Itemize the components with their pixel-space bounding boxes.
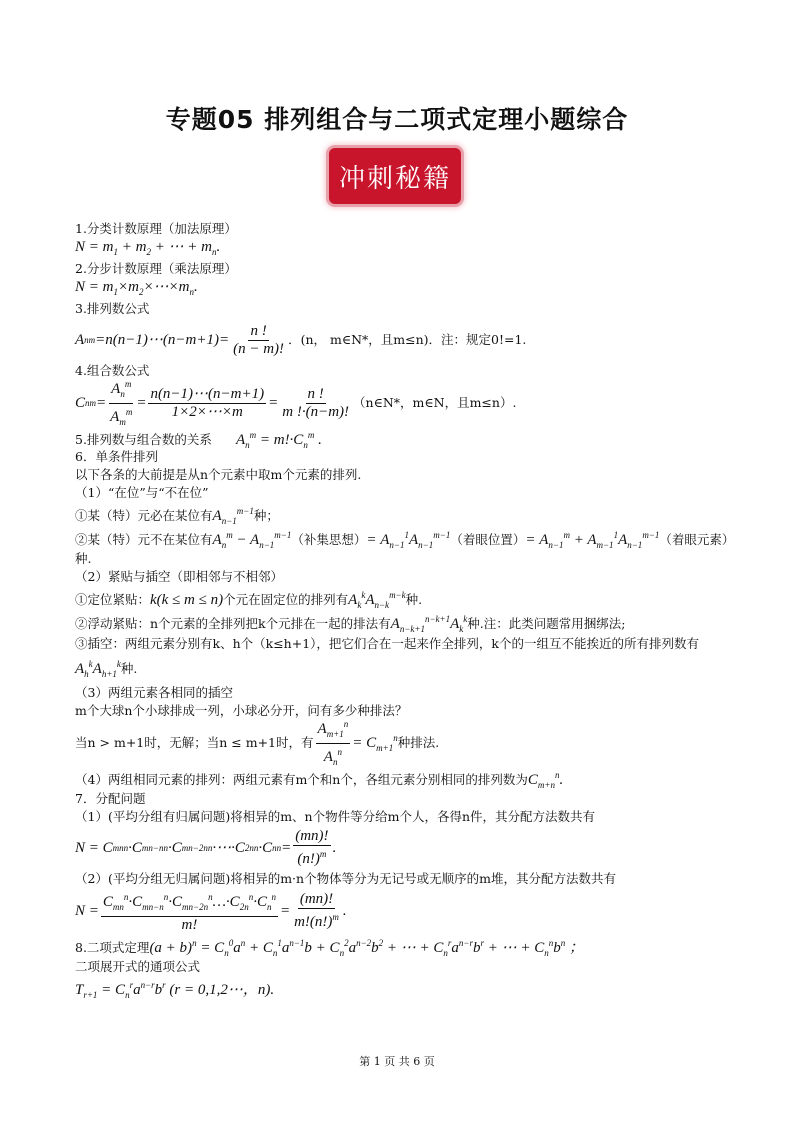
formula-7a: N = C mn n ·C mn−n n ·C mn−2n n ·⋯·C 2n n ·C n n = $\frac{(mn)!}{(n!)^m}$ . [75,828,337,867]
heading-3: 3.排列数公式 [75,301,150,316]
formula-combination: C n m = $\frac{A_n^m}{A_m^m}$ = $\frac{n(n-1)\cdots(n-m+1)}{1\times 2\times\cdots\times m}$ = $\frac{n !}{m !\cdot(n-m)!}$ （n∈N*，m∈N，且m≤n）. [75,380,735,426]
para-6d-mid3: （着眼元素） [659,532,735,547]
para-6h-line: ③插空：两组元素分别有k、h个（k≤h+1），把它们合在一起来作全排列，k个的一组互不能挨近的所有排列数有$A_h^kA_{h+1}^k$种. [75,636,699,679]
para-8a: 二项展开式的通项公式 [75,959,201,974]
para-6k-end: 种排法. [397,735,440,750]
para-6c: ①某（特）元必在某位有 [75,508,213,523]
formula-permutation: A n m =n(n−1)⋯(n−m+1)= $\frac{n !}{(n - m)!}$ ．(n， m∈N*，且m≤n)．注：规定0!=1. [75,322,527,357]
para-6d-mid1: （补集思想） [291,532,367,547]
para-6d-line: ②某（特）元不在某位有$A_n^m - A_{n-1}^{m-1}$（补集思想）= $A_{n-1}^1A_{n-1}^{m-1}$（着眼位置）= $A_{n-1}^m + A_{m-1}^1A_{n-1}^{m-1}$（着眼元素） [75,530,735,550]
para-6c-end: 种； [253,508,279,523]
para-6d-end: 种. [75,551,92,566]
heading-5-line: 5.排列数与组合数的关系 $A_n^m = m!\cdot C_n^m$ . [75,430,322,450]
formula-8b-line: $T_{r+1} = C_n^ra^{n-r}b^r$ (r = 0,1,2⋯，n). [75,980,275,1000]
heading-8: 8.二项式定理 [75,940,150,955]
formula-multiplication: $N = m_1\times m_2\times\cdots\times m_n$. [75,279,198,297]
para-6h-end: 种. [120,661,138,676]
heading-7: 7．分配问题 [75,791,146,806]
permutation-note: ．(n， m∈N*，且m≤n)．注：规定0!=1. [288,332,527,347]
para-6d-mid2: （着眼位置） [450,532,526,547]
stamp-label: 冲刺秘籍 [338,163,451,194]
formula-7b: N = $\frac{C_{mn}^n\cdot C_{mn-n}^n\cdot C_{mn-2n}^n\dots\cdot C_{2n}^n\cdot C_n^n}{m!}$ = $\frac{(mn)!}{m!(n!)^m}$ . [75,888,735,934]
heading-2: 2.分步计数原理（乘法原理） [75,261,237,276]
para-7b: （2）(平均分组无归属问题)将相异的m·n个物体等分为无记号或无顺序的m堆，其分配方法数共有 [75,871,616,886]
para-6f-tail: 种. [405,592,423,607]
para-6j: m个大球n个小球排成一列，小球必分开，问有多少种排法？ [75,703,408,718]
para-6k: 当n > m+1时，无解；当n ≤ m+1时，有 [75,735,314,750]
para-6f-line: ①定位紧贴：k(k ≤ m ≤ n)个元在固定位的排列有$A_k^kA_{n-k}^{m-k}$种. [75,590,423,610]
section-stamp [329,148,461,204]
heading-1: 1.分类计数原理（加法原理） [75,221,237,236]
para-6g: ②浮动紧贴：n个元素的全排列把k个元排在一起的排法有 [75,616,391,631]
para-6e: （2）紧贴与插空（即相邻与不相邻） [75,569,283,584]
heading-4: 4.组合数公式 [75,363,150,378]
heading-5: 5.排列数与组合数的关系 [75,432,212,447]
page-footer: 第 1 页 共 6 页 [359,1055,435,1068]
para-6g-end: 种.注：此类问题常用捆绑法; [467,616,626,631]
para-6c-line: ①某（特）元必在某位有$A_{n-1}^{m-1}$种； [75,506,279,526]
para-7a: （1）(平均分组有归属问题)将相异的m、n个物件等分给m个人，各得n件，其分配方法数共有 [75,809,596,824]
para-6h: ③插空：两组元素分别有k、h个（k≤h+1），把它们合在一起来作全排列，k个的一组互不能挨近的所有排列数有 [75,636,699,651]
para-6d: ②某（特）元不在某位有 [75,532,213,547]
para-6l-line: （4）两组相同元素的排列：两组元素有m个和n个，各组元素分别相同的排列数为$C_{m+n}^n$. [75,770,564,790]
para-6k-line: 当n > m+1时，无解；当n ≤ m+1时，有 $\frac{A_{m+1}^n}{A_n^n}$ = $C_{m+1}^n$ 种排法. [75,720,735,766]
page-title: 专题05 排列组合与二项式定理小题综合 [165,105,629,134]
para-6l: （4）两组相同元素的排列：两组元素有m个和n个，各组元素分别相同的排列数为 [75,772,528,787]
para-6f-end: 个元在固定位的排列有 [223,592,349,607]
para-6a: 以下各条的大前提是从n个元素中取m个元素的排列. [75,467,362,482]
para-6f: ①定位紧贴： [75,592,151,607]
para-6i: （3）两组元素各相同的插空 [75,685,233,700]
heading-8-line: 8.二项式定理$(a + b)^n = C_n^0a^n + C_n^1a^{n-1}b + C_n^2a^{n-2}b^2$ + ⋯ + $C_n^ra^{n-r}b^r$ + ⋯ + $C_n^nb^n$ ； [75,938,585,958]
formula-addition: $N = m_1 + m_2$ + ⋯ + $m_n$. [75,239,221,257]
para-6g-line: ②浮动紧贴：n个元素的全排列把k个元排在一起的排法有$A_{n-k+1}^{n-k+1}A_k^k$种.注：此类问题常用捆绑法; [75,614,626,634]
heading-6: 6．单条件排列 [75,449,158,464]
combination-note: （n∈N*，m∈N，且m≤n）. [353,395,517,410]
content-body [75,220,735,1000]
para-6b: （1）“在位”与“不在位” [75,485,209,500]
formula-8b-end: (r = 0,1,2⋯，n). [169,982,275,998]
